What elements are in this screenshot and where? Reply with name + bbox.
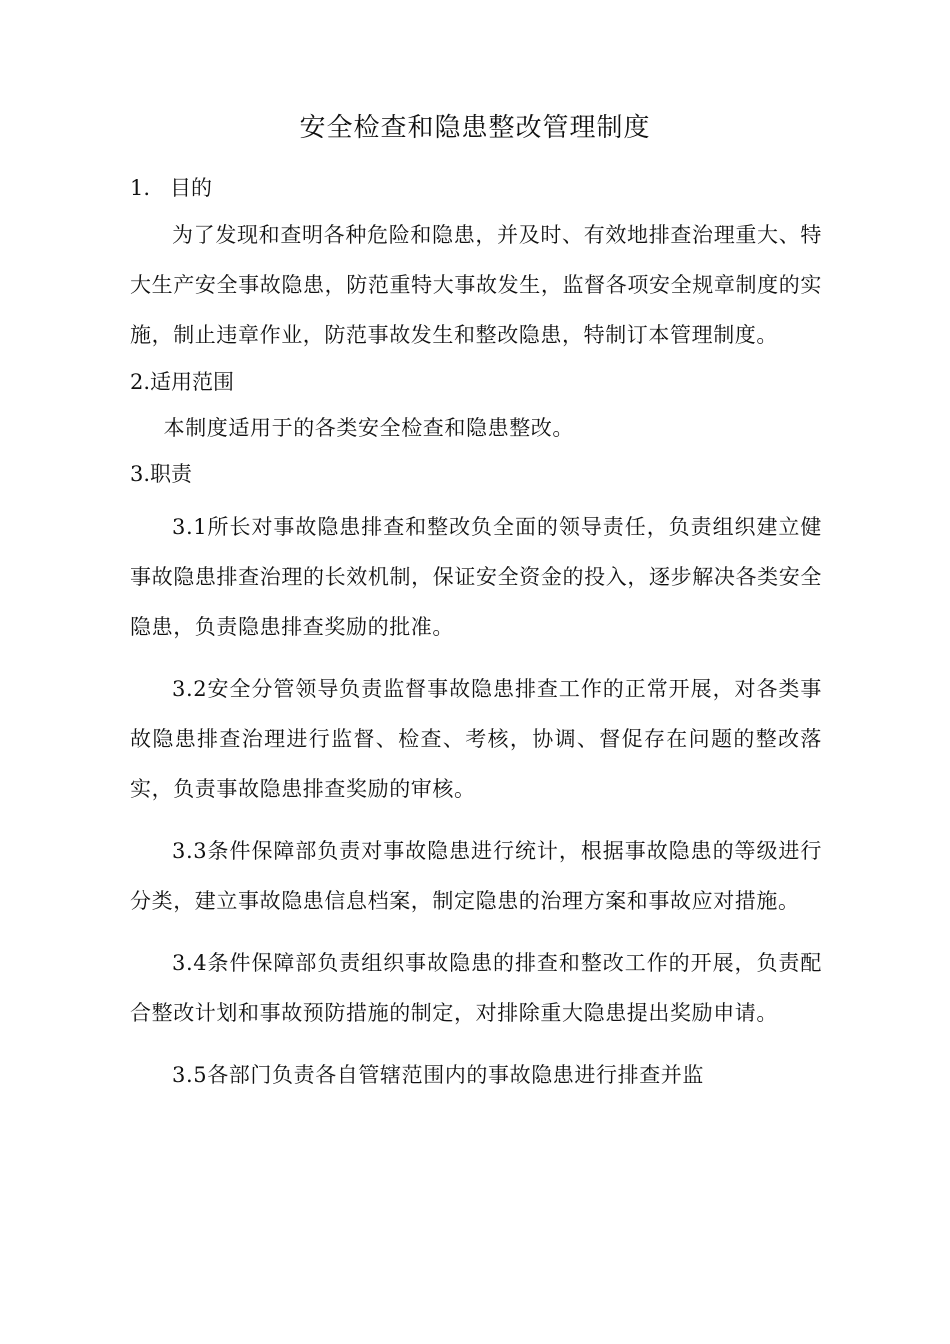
duty-item-3-4: 3.4条件保障部负责组织事故隐患的排查和整改工作的开展，负责配合整改计划和事故预防措施的制定，对排除重大隐患提出奖励申请。 (130, 951, 822, 1025)
document-title: 安全检查和隐患整改管理制度 (299, 113, 651, 143)
section-heading-purpose: 1. 目的 (130, 176, 213, 200)
duty-item-3-2: 3.2安全分管领导负责监督事故隐患排查工作的正常开展，对各类事故隐患排查治理进行监督、检查、考核，协调、督促存在问题的整改落实，负责事故隐患排查奖励的审核。 (130, 677, 822, 801)
section-heading-scope: 2.适用范围 (130, 370, 235, 394)
section-heading-duties: 3.职责 (130, 462, 193, 486)
section-text-purpose: 为了发现和查明各种危险和隐患，并及时、有效地排查治理重大、特大生产安全事故隐患，防范重特大事故发生，监督各项安全规章制度的实施，制止违章作业，防范事故发生和整改隐患，特制订本管理制度。 (130, 223, 822, 347)
document-body (130, 166, 822, 1100)
duty-item-3-1: 3.1所长对事故隐患排查和整改负全面的领导责任，负责组织建立健事故隐患排查治理的长效机制，保证安全资金的投入，逐步解决各类安全隐患，负责隐患排查奖励的批准。 (130, 515, 822, 639)
section-text-scope: 本制度适用于的各类安全检查和隐患整改。 (163, 416, 574, 440)
duty-item-3-3: 3.3条件保障部负责对事故隐患进行统计，根据事故隐患的等级进行分类，建立事故隐患信息档案，制定隐患的治理方案和事故应对措施。 (130, 839, 822, 913)
duty-item-3-5: 3.5各部门负责各自管辖范围内的事故隐患进行排查并监 (172, 1063, 704, 1087)
